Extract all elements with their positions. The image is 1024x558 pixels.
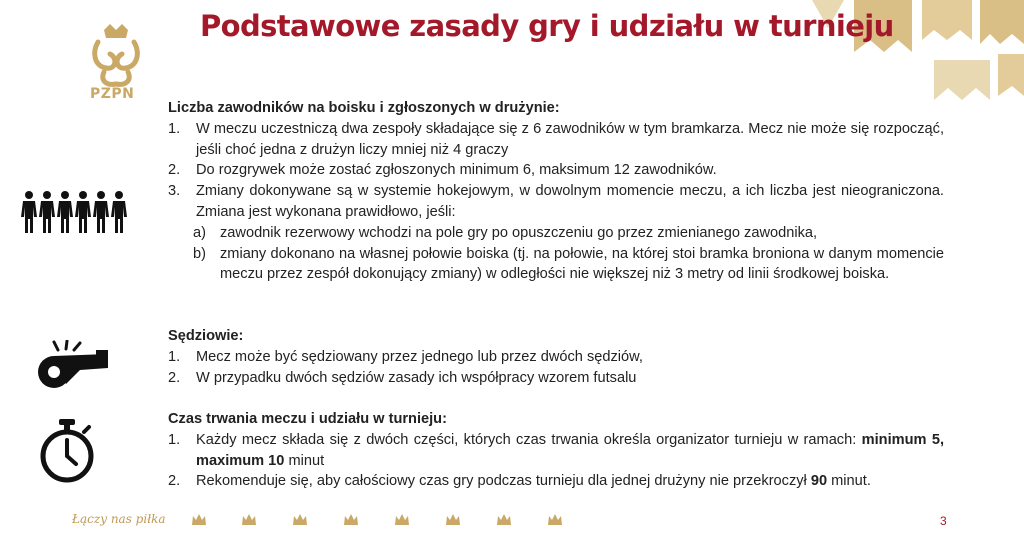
- sub-list-item: [168, 223, 944, 244]
- sub-list-letter: b): [193, 245, 206, 262]
- logo-text: PZPN: [90, 86, 135, 102]
- players-heading: Liczba zawodników na boisku i zgłoszonych w drużynie:: [168, 100, 560, 116]
- crown-icon-row: [192, 513, 582, 527]
- list-item: [168, 430, 944, 472]
- list-item-text: W meczu uczestniczą dwa zespoły składające się z 6 zawodników w tym bramkarza. Mecz nie może się rozpocząć, jeśli choć jedna z drużyn liczy mniej niż 4 graczy: [196, 120, 944, 158]
- list-item-text: W przypadku dwóch sędziów zasady ich współpracy wzorem futsalu: [196, 369, 637, 386]
- duration-heading: Czas trwania meczu i udziału w turnieju:: [168, 411, 447, 427]
- list-item-tail: minut.: [827, 473, 871, 490]
- players-section: [168, 98, 944, 285]
- sub-list-item-text: zmiany dokonano na własnej połowie boiska (tj. na połowie, na której stoi bramka broniona w danym momencie meczu przez zespół dokonujący zmiany) w odległości nie większej niż 3 metry od linii środkowej boiska.: [220, 245, 944, 283]
- whistle-icon: [36, 340, 112, 390]
- max-minutes-value: 90: [810, 473, 828, 490]
- list-item-tail: minut: [284, 452, 325, 469]
- list-item: [168, 160, 944, 181]
- list-item: [168, 368, 944, 389]
- list-item: [168, 119, 944, 161]
- list-number: 2.: [168, 473, 181, 490]
- sub-list-letter: a): [193, 224, 206, 241]
- people-group-icon: [20, 190, 132, 236]
- list-item-text: Zmiany dokonywane są w systemie hokejowym, w dowolnym momencie meczu, a ich liczba jest nieograniczona. Zmiana jest wykonana prawidłowo, jeśli:: [196, 183, 944, 220]
- sub-list-item: [168, 244, 944, 286]
- page-number: 3: [940, 514, 947, 528]
- list-item-text: Każdy mecz składa się z dwóch części, których czas trwania określa organizator turnieju w ramach:: [196, 431, 857, 448]
- list-item-text: Do rozgrywek może zostać zgłoszonych minimum 6, maksimum 12 zawodników.: [196, 162, 717, 179]
- footer-slogan: Łączy nas piłka: [72, 512, 166, 526]
- list-item: [168, 471, 944, 492]
- duration-section: [168, 409, 944, 492]
- list-number: 2.: [168, 369, 181, 386]
- list-item-text: Rekomenduje się, aby całościowy czas gry podczas turnieju dla jednej drużyny nie przekroczył: [196, 473, 811, 490]
- list-item-text: Mecz może być sędziowany przez jednego lub przez dwóch sędziów,: [196, 348, 643, 365]
- list-number: 2.: [168, 162, 181, 179]
- stopwatch-icon: [38, 418, 96, 484]
- page-title: Podstawowe zasady gry i udziału w turnieju: [200, 9, 894, 43]
- list-item: [168, 347, 944, 368]
- referees-heading: Sędziowie:: [168, 328, 244, 344]
- list-number: 3.: [168, 183, 181, 200]
- list-item: [168, 181, 944, 223]
- list-number: 1.: [168, 120, 181, 137]
- list-number: 1.: [168, 431, 181, 448]
- duration-range-value: minimum 5, maximum 10: [196, 431, 944, 469]
- list-number: 1.: [168, 348, 181, 365]
- referees-section: [168, 326, 944, 388]
- sub-list-item-text: zawodnik rezerwowy wchodzi na pole gry po opuszczeniu go przez zmienianego zawodnika,: [220, 224, 818, 241]
